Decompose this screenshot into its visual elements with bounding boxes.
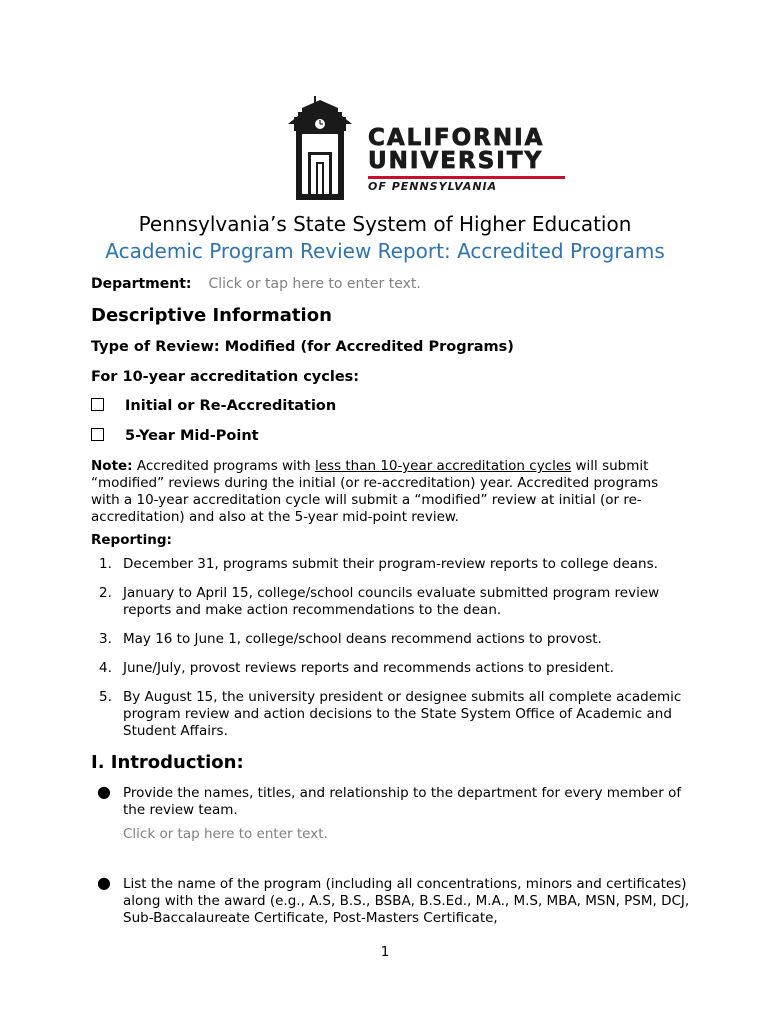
document-subtitle: Academic Program Review Report: Accredited Programs bbox=[105, 239, 665, 263]
department-row bbox=[91, 276, 421, 292]
bullet-text: Provide the names, titles, and relationship to the department for every member of the review team. bbox=[123, 785, 682, 818]
review-team-input[interactable]: Click or tap here to enter text. bbox=[123, 826, 328, 842]
reporting-label: Reporting: bbox=[91, 532, 172, 548]
bullet-item bbox=[91, 782, 691, 819]
descriptive-heading: Descriptive Information bbox=[91, 305, 332, 326]
note-paragraph bbox=[91, 458, 681, 526]
option-initial-label: Initial or Re-Accreditation bbox=[125, 398, 337, 414]
list-number: 4. bbox=[99, 660, 112, 676]
list-text: June/July, provost reviews reports and recommends actions to president. bbox=[123, 660, 614, 676]
logo-text-university: UNIVERSITY bbox=[368, 148, 544, 174]
document-title: Pennsylvania’s State System of Higher Education bbox=[138, 212, 632, 236]
list-item bbox=[91, 660, 691, 677]
list-item bbox=[91, 689, 691, 740]
logo-text-pennsylvania: OF PENNSYLVANIA bbox=[368, 180, 498, 193]
note-text-after: will submit “modified” reviews during the initial (or re-accreditation) year. Accredited programs with a 10-year accreditation cycle will submit a “modified” review at initial (or re-accreditation) and also at the 5-year mid-point review. bbox=[91, 458, 659, 525]
option-initial[interactable] bbox=[91, 398, 336, 414]
bullet-text: List the name of the program (including all concentrations, minors and certificates) along with the award (e.g., A.S, B.S., BSBA, B.S.Ed., M.A., M.S, MBA, MSN, PSM, DCJ, Sub-Baccalaureate Certificate, Post-Masters Certificate, bbox=[123, 876, 690, 926]
list-number: 5. bbox=[99, 689, 112, 705]
reporting-list bbox=[91, 556, 691, 740]
note-underlined: less than 10-year accreditation cycles bbox=[314, 458, 572, 474]
list-number: 2. bbox=[99, 585, 112, 601]
department-input[interactable]: Click or tap here to enter text. bbox=[208, 276, 421, 292]
bullet-icon: ● bbox=[97, 782, 111, 801]
list-number: 1. bbox=[99, 556, 112, 572]
logo-accent-bar bbox=[368, 176, 565, 179]
ten-year-cycles-label: For 10-year accreditation cycles: bbox=[91, 369, 360, 385]
list-text: By August 15, the university president or designee submits all complete academic program review and action decisions to the State System Office of Academic and Student Affairs. bbox=[123, 689, 682, 739]
checkbox-midpoint[interactable] bbox=[91, 428, 104, 441]
checkbox-initial[interactable] bbox=[91, 398, 104, 411]
option-midpoint-label: 5-Year Mid-Point bbox=[125, 428, 259, 444]
note-text-before: Accredited programs with bbox=[132, 458, 315, 474]
bullet-item bbox=[91, 873, 691, 927]
department-label: Department: bbox=[91, 276, 192, 292]
page-number: 1 bbox=[380, 944, 390, 960]
list-text: May 16 to June 1, college/school deans recommend actions to provost. bbox=[123, 631, 602, 647]
list-number: 3. bbox=[99, 631, 112, 647]
clock-tower-icon bbox=[284, 94, 356, 200]
type-of-review: Type of Review: Modified (for Accredited Programs) bbox=[91, 339, 514, 355]
option-midpoint[interactable] bbox=[91, 428, 259, 444]
university-logo bbox=[284, 94, 574, 200]
logo-text-california: CALIFORNIA bbox=[368, 125, 545, 151]
list-item bbox=[91, 556, 691, 573]
note-label: Note: bbox=[91, 458, 133, 474]
list-text: January to April 15, college/school councils evaluate submitted program review reports and make action recommendations to the dean. bbox=[123, 585, 660, 618]
list-item bbox=[91, 631, 691, 648]
introduction-heading: I. Introduction: bbox=[91, 752, 244, 773]
list-item bbox=[91, 585, 691, 619]
list-text: December 31, programs submit their program-review reports to college deans. bbox=[123, 556, 658, 572]
bullet-icon: ● bbox=[97, 873, 111, 892]
